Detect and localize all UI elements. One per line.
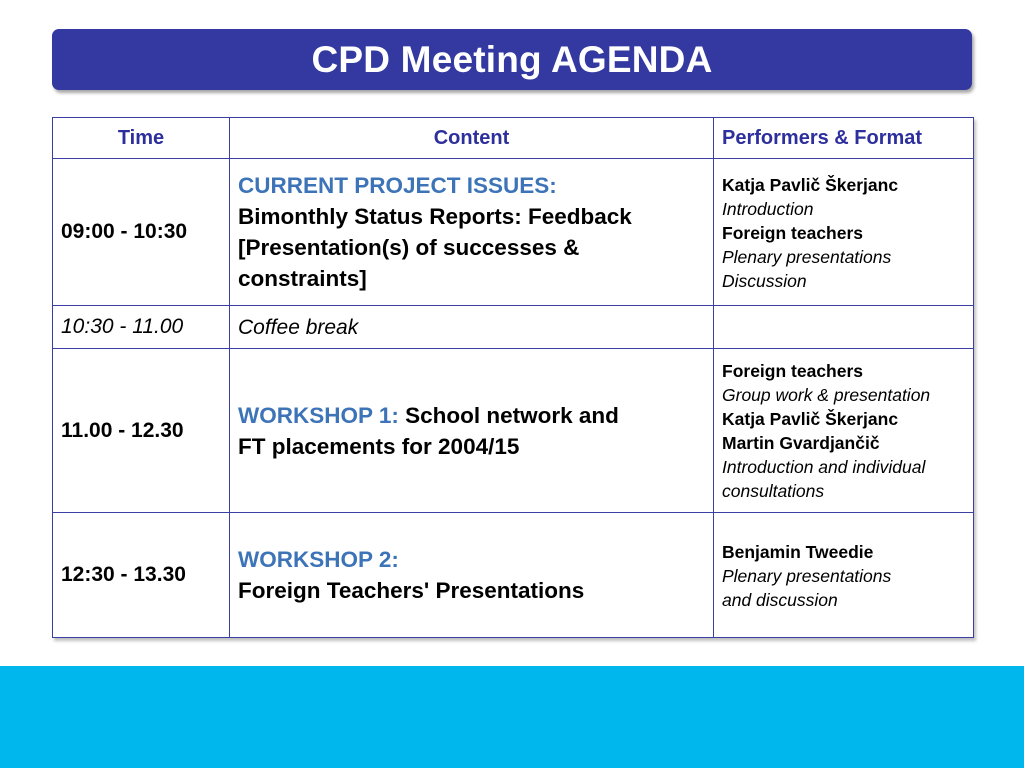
performers-cell-empty — [714, 306, 974, 349]
time-cell: 10:30 - 11.00 — [53, 306, 230, 349]
performer-format: Discussion — [722, 271, 807, 291]
content-line: FT placements for 2004/15 — [238, 433, 520, 459]
performer-name: Foreign teachers — [722, 223, 864, 243]
agenda-table — [52, 117, 974, 638]
table-row — [53, 306, 974, 349]
performer-format: Plenary presentations — [722, 566, 892, 586]
performer-name: Benjamin Tweedie — [722, 542, 874, 562]
performer-format: Plenary presentations — [722, 247, 892, 267]
performer-name: Katja Pavlič Škerjanc — [722, 175, 899, 195]
section-heading: CURRENT PROJECT ISSUES: — [238, 173, 557, 198]
performer-format: and discussion — [722, 590, 838, 610]
header-content: Content — [230, 118, 714, 159]
table-row — [53, 513, 974, 638]
content-cell: Coffee break — [230, 306, 714, 349]
content-cell — [230, 349, 714, 513]
performer-format: Group work & presentation — [722, 385, 931, 405]
title-bar — [52, 29, 972, 90]
section-heading: WORKSHOP 2: — [238, 547, 399, 572]
performer-format: consultations — [722, 481, 825, 501]
header-performers: Performers & Format — [714, 118, 974, 159]
header-time: Time — [53, 118, 230, 159]
content-line: constraints] — [238, 266, 367, 291]
content-text: School network and — [398, 402, 619, 428]
section-heading: WORKSHOP 1: — [238, 402, 399, 428]
content-line: Bimonthly Status Reports: Feedback — [238, 204, 632, 229]
time-cell: 11.00 - 12.30 — [53, 349, 230, 513]
content-line: Foreign Teachers' Presentations — [238, 578, 585, 603]
table-header-row — [53, 118, 974, 159]
time-cell: 12:30 - 13.30 — [53, 513, 230, 638]
performer-name: Katja Pavlič Škerjanc — [722, 409, 899, 429]
performers-cell — [714, 159, 974, 306]
content-cell — [230, 159, 714, 306]
page-title: CPD Meeting AGENDA — [311, 38, 713, 80]
performers-cell — [714, 349, 974, 513]
time-cell: 09:00 - 10:30 — [53, 159, 230, 306]
table-row — [53, 349, 974, 513]
content-cell — [230, 513, 714, 638]
content-line: [Presentation(s) of successes & — [238, 235, 580, 260]
performer-name: Martin Gvardjančič — [722, 433, 880, 453]
performer-format: Introduction and individual — [722, 457, 926, 477]
performer-format: Introduction — [722, 199, 814, 219]
footer-band — [0, 666, 1024, 768]
performers-cell — [714, 513, 974, 638]
performer-name: Foreign teachers — [722, 361, 864, 381]
table-row — [53, 159, 974, 306]
